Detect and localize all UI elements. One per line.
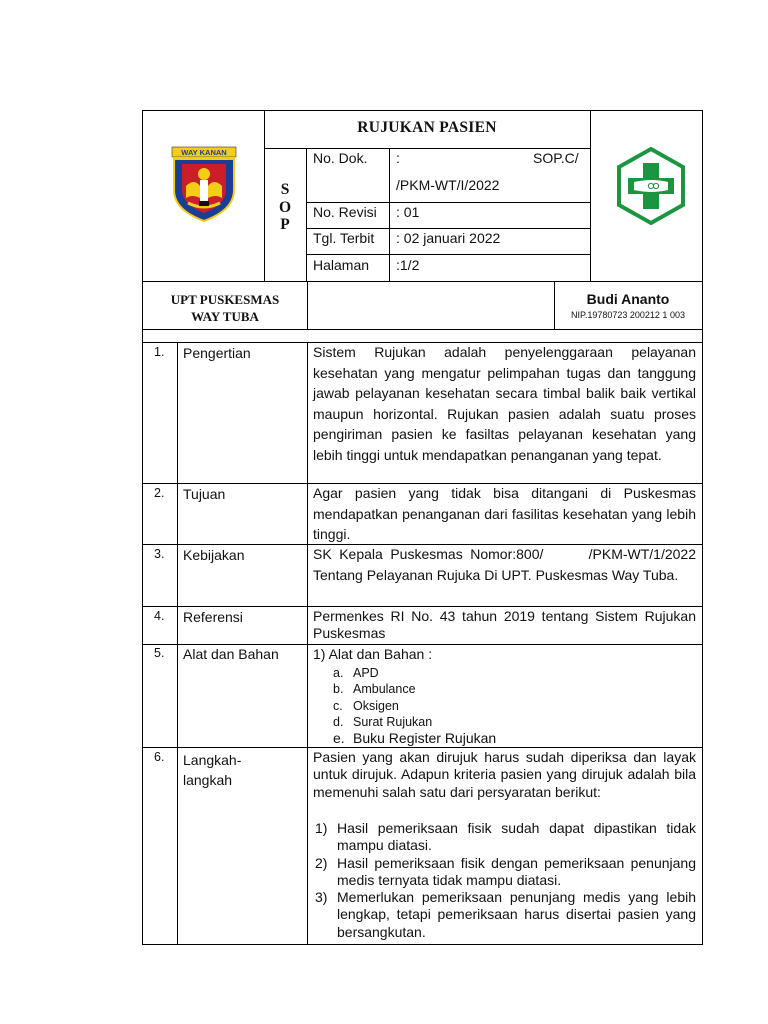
- row-text-kebijakan: SK Kepala Puskesmas Nomor:800/ /PKM-WT/1/2022 Tentang Pelayanan Rujuka Di UPT. Puskesmas Way Tuba.: [313, 546, 700, 583]
- list-item: [333, 714, 693, 730]
- row-text-tujuan: Agar pasien yang tidak bisa ditangani di Puskesmas mendapatkan penanganan dari fasilitas kesehatan yang lebih tinggi.: [313, 485, 696, 542]
- field-value-tgl-terbit: : 02 januari 2022: [396, 230, 501, 246]
- row-number: 5.: [154, 646, 165, 660]
- row-text-referensi: Permenkes RI No. 43 tahun 2019 tentang Sistem Rujukan Puskesmas: [313, 608, 696, 641]
- sop-letter: O: [278, 198, 292, 216]
- list-item: [333, 665, 693, 681]
- row-number: 4.: [154, 609, 165, 623]
- field-value-no-revisi: : 01: [396, 204, 420, 220]
- list-marker: b.: [333, 682, 344, 697]
- sop-letter: S: [280, 181, 290, 198]
- list-marker: d.: [333, 714, 344, 729]
- table-divider: [143, 606, 702, 607]
- header-divider: [306, 254, 590, 255]
- organization-name: [143, 291, 307, 325]
- field-value-no-dok-colon: :: [396, 150, 400, 166]
- field-label-halaman: Halaman: [313, 257, 370, 273]
- sop-letters: [264, 181, 306, 234]
- step-marker: 3): [315, 889, 328, 906]
- list-item-text: APD: [353, 666, 379, 680]
- alat-bahan-list: [333, 665, 693, 746]
- langkah-steps: [313, 820, 696, 941]
- row-label-alat-dan-bahan: Alat dan Bahan: [183, 646, 279, 662]
- step-item: [313, 855, 696, 890]
- header-divider: [143, 281, 702, 282]
- langkah-intro: Pasien yang akan dirujuk harus sudah diperiksa dan layak untuk dirujuk. Adapun kriteria pasien yang dirujuk adalah bila memenuhi salah satu dari persyaratan berikut:: [313, 749, 696, 800]
- row-text-pengertian: Sistem Rujukan adalah penyelenggaraan pelayanan kesehatan yang mengatur pelimpahan tugas dan tanggung jawab pelayanan kesehatan secara timbal balik baik vertikal maupun horizontal. Rujukan pasien adalah suatu proses pengiriman pasien ke fasiltas pelayanan kesehatan yang lebih tinggi untuk mendapatkan penanganan yang tepat.: [313, 344, 696, 463]
- header-divider: [306, 148, 307, 281]
- field-value-halaman: :1/2: [396, 257, 420, 273]
- step-text: Hasil pemeriksaan fisik sudah dapat dipastikan tidak mampu diatasi.: [337, 820, 696, 854]
- list-item-text: Buku Register Rujukan: [353, 730, 497, 747]
- table-divider: [143, 747, 702, 748]
- signer-nip: NIP.19780723 200212 1 003: [571, 310, 685, 320]
- step-item: [313, 889, 696, 941]
- header-divider: [143, 329, 702, 330]
- row-label-referensi: Referensi: [183, 609, 243, 625]
- step-text: Memerlukan pemeriksaan penunjang medis yang lebih lengkap, tetapi pemeriksaan harus disertai pasien yang bersangkutan.: [337, 889, 696, 940]
- field-label-no-dok: No. Dok.: [313, 150, 368, 166]
- row-label-line: langkah: [183, 772, 233, 788]
- crest-banner-text: WAY KANAN: [181, 148, 227, 157]
- header-divider: [264, 148, 590, 149]
- sop-letter: P: [280, 216, 290, 233]
- step-marker: 2): [315, 854, 328, 871]
- sop-document: [142, 110, 703, 945]
- row-label-kebijakan: Kebijakan: [183, 547, 245, 563]
- list-item: [333, 730, 693, 746]
- step-item: [313, 820, 696, 855]
- header-divider: [307, 281, 308, 329]
- list-marker: c.: [333, 698, 343, 713]
- row-number: 6.: [154, 750, 165, 764]
- step-marker: 1): [315, 820, 328, 836]
- header-divider: [590, 111, 591, 281]
- field-value-no-dok-line2: /PKM-WT/I/2022: [396, 177, 500, 193]
- row-label-langkah: [183, 750, 241, 790]
- list-item: [333, 698, 693, 714]
- organization-line: UPT PUSKESMAS: [170, 292, 280, 307]
- document-title: RUJUKAN PASIEN: [357, 119, 497, 136]
- field-label-tgl-terbit: Tgl. Terbit: [313, 230, 375, 246]
- way-kanan-crest-logo: [170, 146, 238, 224]
- organization-line: WAY TUBA: [191, 309, 259, 324]
- list-marker: a.: [333, 666, 344, 680]
- row-number: 3.: [154, 547, 165, 561]
- list-item: [333, 681, 693, 697]
- puskesmas-cross-logo: [612, 147, 690, 225]
- alat-bahan-heading: 1) Alat dan Bahan :: [313, 646, 433, 662]
- list-item-text: Ambulance: [353, 682, 416, 697]
- header-divider: [306, 228, 590, 229]
- header-divider: [306, 202, 590, 203]
- step-text: Hasil pemeriksaan fisik dengan pemeriksaan penunjang medis ternyata tidak mampu diatasi.: [337, 854, 696, 888]
- list-item-text: Surat Rujukan: [353, 714, 433, 729]
- list-item-text: Oksigen: [353, 698, 399, 713]
- row-label-line: Langkah-: [183, 752, 242, 768]
- header-divider: [389, 148, 390, 281]
- row-label-pengertian: Pengertian: [183, 345, 251, 361]
- table-divider: [143, 644, 702, 645]
- row-number: 1.: [154, 345, 165, 359]
- field-value-no-dok-code: SOP.C/: [533, 150, 579, 166]
- row-label-tujuan: Tujuan: [183, 486, 226, 502]
- signer-name: Budi Ananto: [586, 291, 670, 307]
- list-marker: e.: [333, 730, 345, 747]
- field-label-no-revisi: No. Revisi: [313, 204, 377, 220]
- row-number: 2.: [154, 486, 165, 500]
